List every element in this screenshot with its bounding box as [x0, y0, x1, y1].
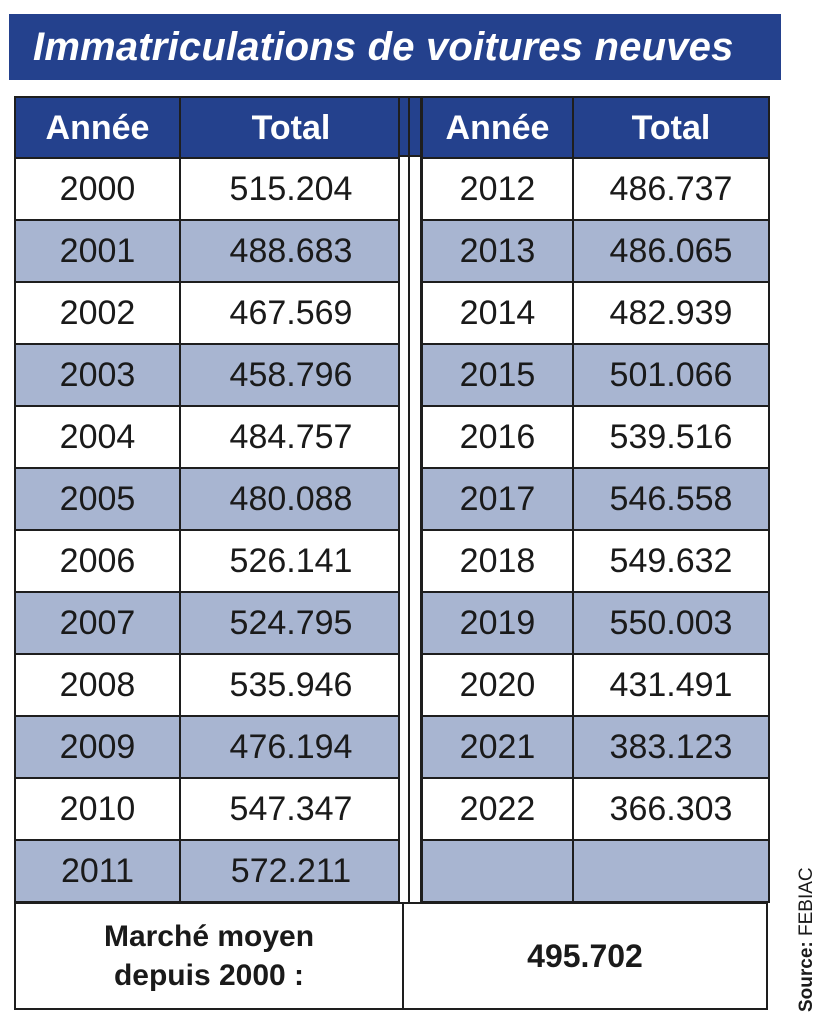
year-cell: 2019: [422, 592, 573, 654]
table-row: [15, 840, 402, 902]
total-cell: 486.065: [573, 220, 769, 282]
year-cell: 2018: [422, 530, 573, 592]
table-row: [422, 840, 769, 902]
year-cell: 2010: [15, 778, 180, 840]
table-row: [15, 282, 402, 344]
chart-title: Immatriculations de voitures neuves: [9, 14, 781, 80]
year-cell: 2021: [422, 716, 573, 778]
total-cell: 366.303: [573, 778, 769, 840]
year-cell: 2022: [422, 778, 573, 840]
table-row: [422, 406, 769, 468]
table-row: [15, 406, 402, 468]
total-cell: 572.211: [180, 840, 402, 902]
total-cell: 547.347: [180, 778, 402, 840]
year-cell: [422, 840, 573, 902]
header-total: Total: [180, 97, 402, 158]
table-row: [422, 716, 769, 778]
average-label: [16, 904, 404, 1008]
source-value: FEBIAC: [796, 867, 817, 936]
total-cell: 524.795: [180, 592, 402, 654]
year-cell: 2007: [15, 592, 180, 654]
total-cell: [573, 840, 769, 902]
year-cell: 2008: [15, 654, 180, 716]
total-cell: 488.683: [180, 220, 402, 282]
table-row: [15, 158, 402, 220]
table-row: [15, 468, 402, 530]
total-cell: 535.946: [180, 654, 402, 716]
year-cell: 2006: [15, 530, 180, 592]
total-cell: 501.066: [573, 344, 769, 406]
total-cell: 482.939: [573, 282, 769, 344]
average-summary: [14, 902, 768, 1010]
year-cell: 2002: [15, 282, 180, 344]
total-cell: 458.796: [180, 344, 402, 406]
header-row: [422, 97, 769, 158]
year-cell: 2014: [422, 282, 573, 344]
left-table: [14, 96, 403, 903]
average-value: 495.702: [527, 937, 643, 974]
table-row: [422, 530, 769, 592]
year-cell: 2015: [422, 344, 573, 406]
table-row: [422, 344, 769, 406]
total-cell: 431.491: [573, 654, 769, 716]
total-cell: 484.757: [180, 406, 402, 468]
column-separator: [398, 96, 422, 902]
table-row: [15, 592, 402, 654]
table-row: [422, 654, 769, 716]
year-cell: 2017: [422, 468, 573, 530]
year-cell: 2003: [15, 344, 180, 406]
table-row: [15, 220, 402, 282]
total-cell: 383.123: [573, 716, 769, 778]
total-cell: 550.003: [573, 592, 769, 654]
header-row: [15, 97, 402, 158]
header-year: Année: [15, 97, 180, 158]
total-cell: 549.632: [573, 530, 769, 592]
year-cell: 2012: [422, 158, 573, 220]
column-separator-header: [398, 96, 422, 157]
total-cell: 476.194: [180, 716, 402, 778]
table-row: [422, 158, 769, 220]
table-row: [15, 654, 402, 716]
year-cell: 2013: [422, 220, 573, 282]
header-total: Total: [573, 97, 769, 158]
table-row: [422, 220, 769, 282]
table-row: [422, 282, 769, 344]
table-row: [422, 468, 769, 530]
year-cell: 2000: [15, 158, 180, 220]
header-year: Année: [422, 97, 573, 158]
source-label: Source:: [796, 941, 817, 1012]
average-label-line1: Marché moyen: [103, 920, 315, 953]
table-row: [422, 592, 769, 654]
year-cell: 2004: [15, 406, 180, 468]
source-note: [796, 867, 818, 1012]
table-row: [422, 778, 769, 840]
year-cell: 2016: [422, 406, 573, 468]
column-separator-line: [408, 96, 410, 902]
table-row: [15, 344, 402, 406]
year-cell: 2009: [15, 716, 180, 778]
total-cell: 515.204: [180, 158, 402, 220]
table-row: [15, 716, 402, 778]
year-cell: 2020: [422, 654, 573, 716]
table-row: [15, 530, 402, 592]
year-cell: 2011: [15, 840, 180, 902]
table-row: [15, 778, 402, 840]
total-cell: 480.088: [180, 468, 402, 530]
year-cell: 2005: [15, 468, 180, 530]
total-cell: 546.558: [573, 468, 769, 530]
total-cell: 539.516: [573, 406, 769, 468]
right-table: [421, 96, 770, 903]
total-cell: 467.569: [180, 282, 402, 344]
total-cell: 486.737: [573, 158, 769, 220]
total-cell: 526.141: [180, 530, 402, 592]
average-label-line2: depuis 2000 :: [113, 959, 305, 992]
year-cell: 2001: [15, 220, 180, 282]
